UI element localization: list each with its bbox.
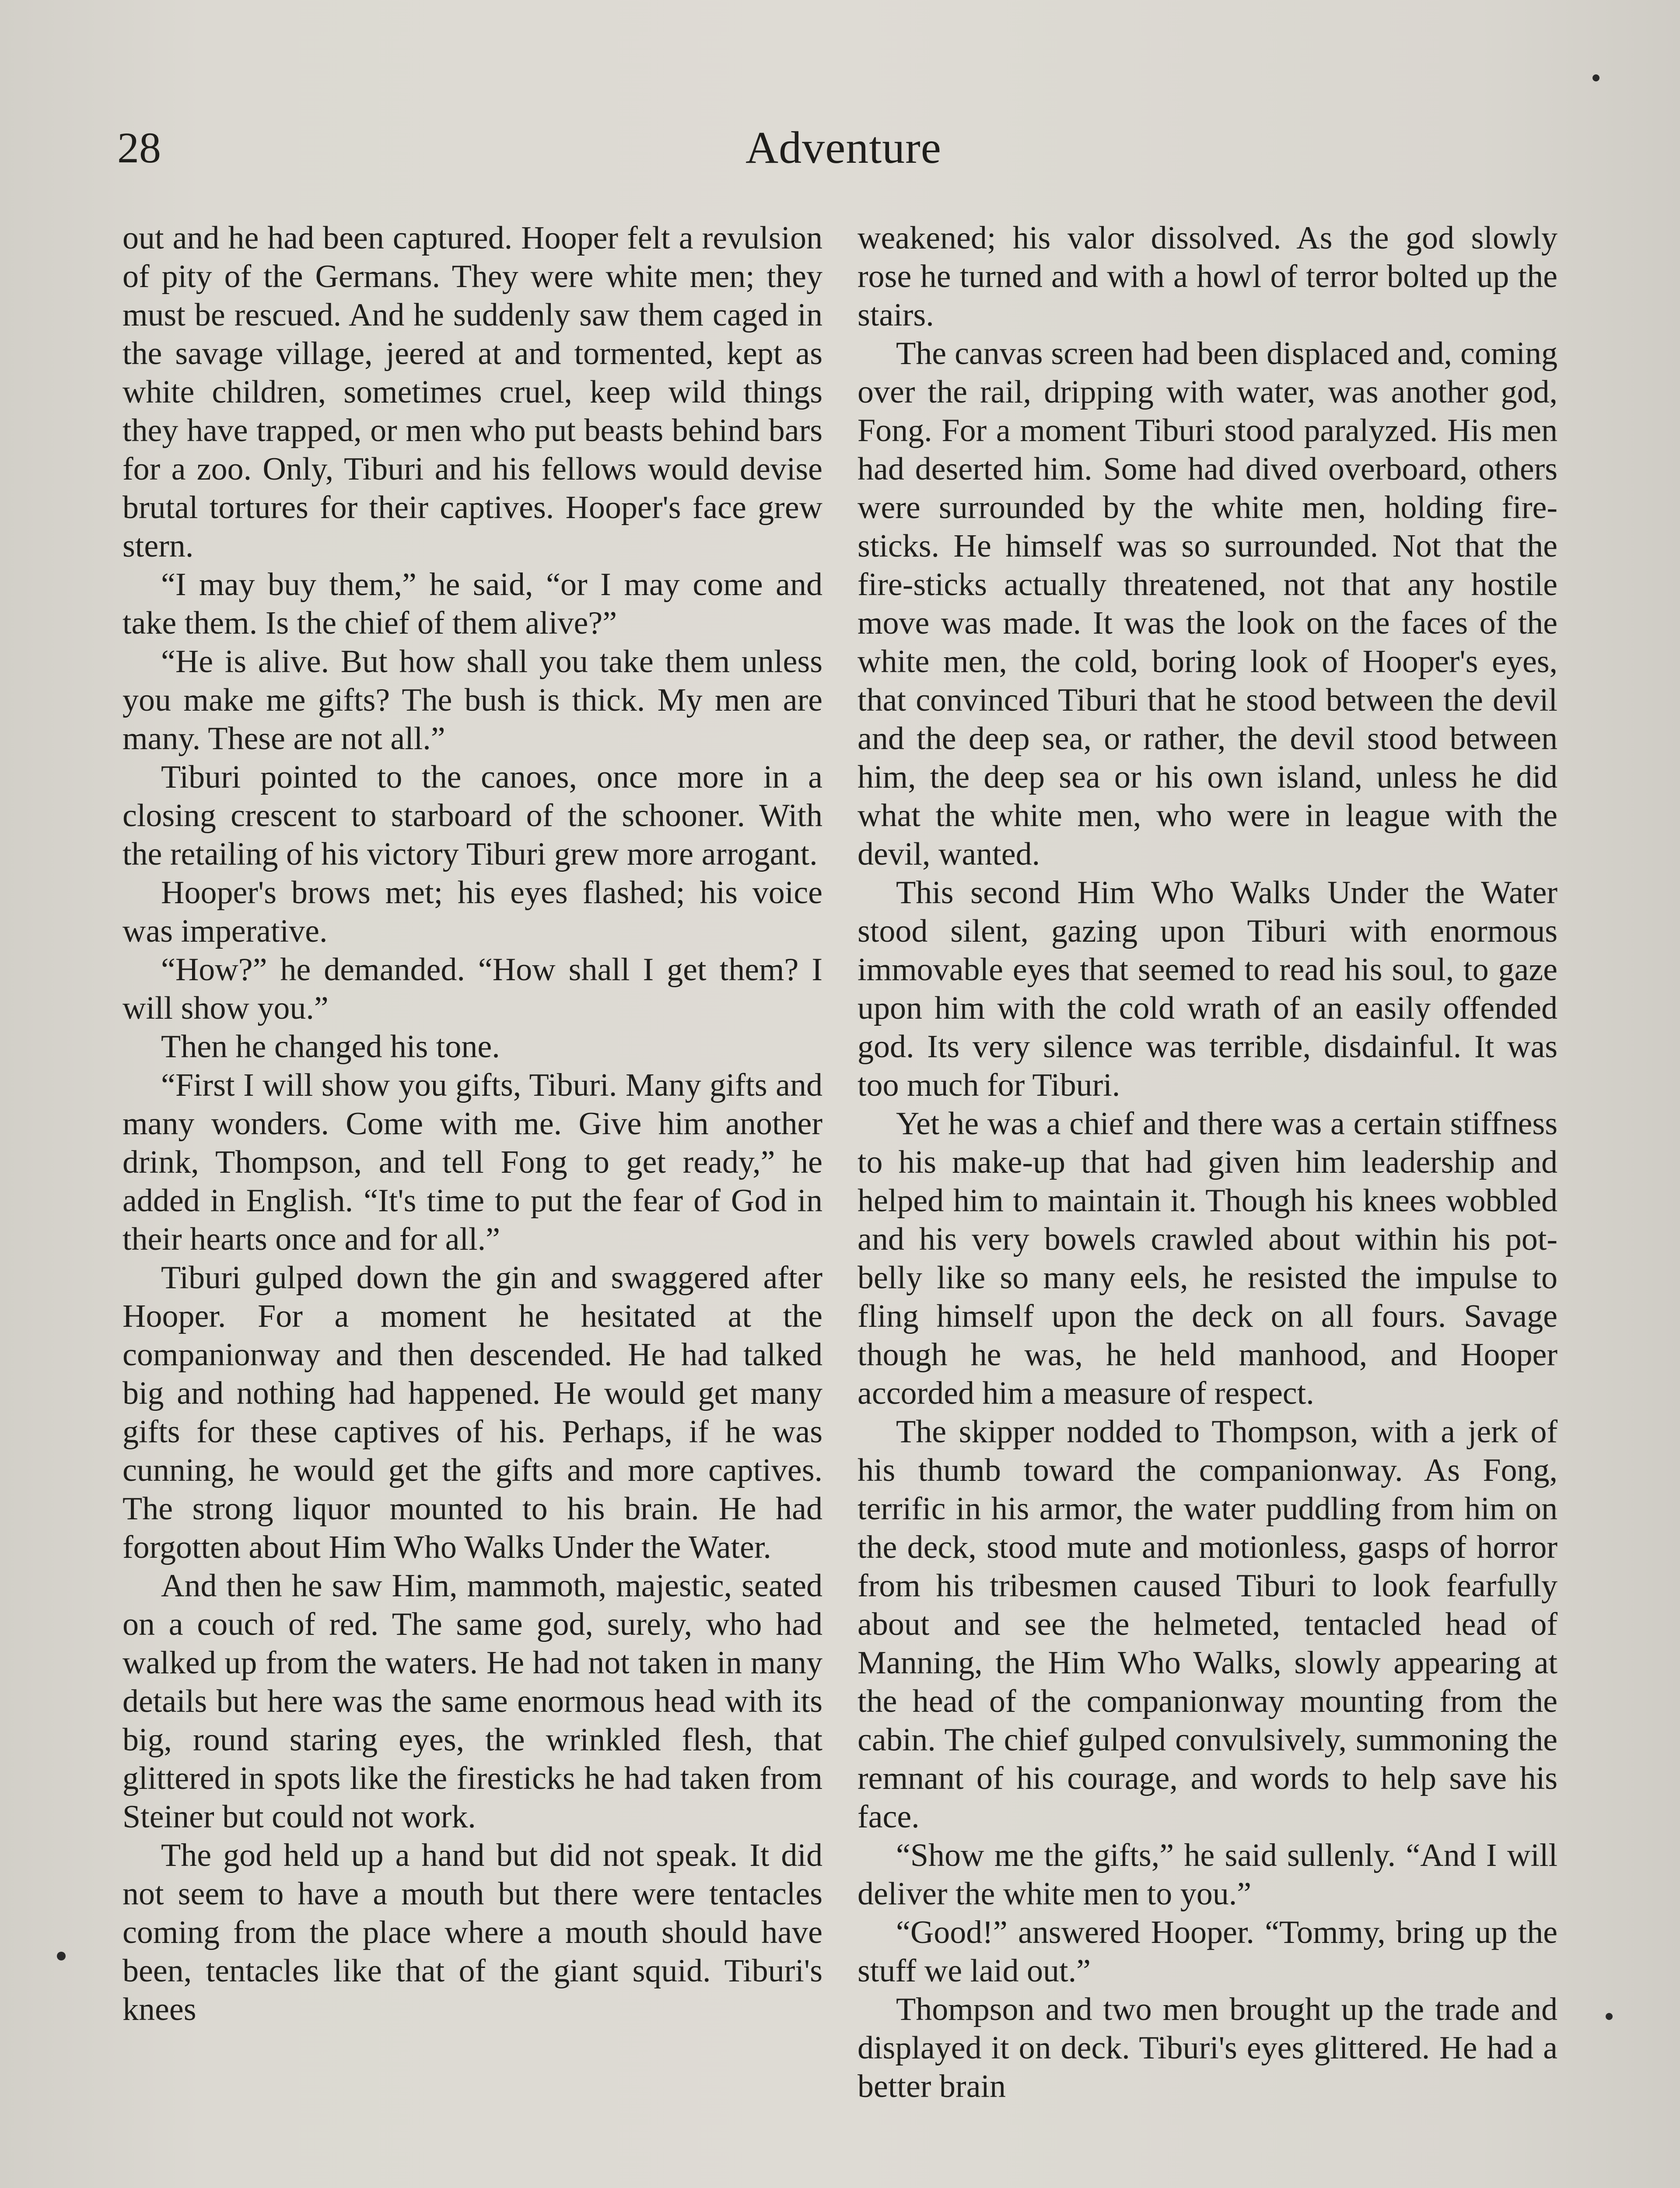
page-header bbox=[117, 117, 1570, 179]
paragraph: Hooper's brows met; his eyes flashed; his voice was imperative. bbox=[122, 875, 822, 949]
paragraph: “Good!” answered Hooper. “Tommy, bring up the stuff we laid out.” bbox=[858, 1914, 1558, 1989]
paper-speck bbox=[57, 1952, 66, 1960]
paragraph: weakened; his valor dissolved. As the god slowly rose he turned and with a howl of terror bolted up the stairs. bbox=[858, 220, 1558, 333]
right-column bbox=[858, 219, 1558, 2106]
paragraph: This second Him Who Walks Under the Water stood silent, gazing upon Tiburi with enormous immovable eyes that seemed to read his soul, to gaze upon him with the cold wrath of an easily offended god. Its very silence was terrible, disdainful. It was too much for Tiburi. bbox=[858, 875, 1558, 1103]
paragraph: Yet he was a chief and there was a certain stiffness to his make-up that had given him leadership and helped him to maintain it. Though his knees wobbled and his very bowels crawled about within his pot-belly like so many eels, he resisted the impulse to fling himself upon the deck on all fours. Savage though he was, he held manhood, and Hooper accorded him a measure of respect. bbox=[858, 1106, 1558, 1411]
paragraph: “He is alive. But how shall you take them unless you make me gifts? The bush is thick. My men are many. These are not all.” bbox=[122, 644, 822, 757]
paragraph: The canvas screen had been displaced and, coming over the rail, dripping with water, was another god, Fong. For a moment Tiburi stood paralyzed. His men had deserted him. Some had dived overboard, others were surrounded by the white men, holding fire-sticks. He himself was so surrounded. Not that the fire-sticks actually threatened, not that any hostile move was made. It was the look on the faces of the white men, the cold, boring look of Hooper's eyes, that convinced Tiburi that he stood between the devil and the deep sea, or rather, the devil stood between him, the deep sea or his own island, unless he did what the white men, who were in league with the devil, wanted. bbox=[858, 336, 1558, 872]
left-column bbox=[122, 219, 822, 2029]
paragraph: The skipper nodded to Thompson, with a jerk of his thumb toward the companionway. As Fong, terrific in his armor, the water puddling from him on the deck, stood mute and motionless, gasps of horror from his tribesmen caused Tiburi to look fearfully about and see the helmeted, tentacled head of Manning, the Him Who Walks, slowly appearing at the head of the companionway mounting from the cabin. The chief gulped convulsively, summoning the remnant of his courage, and words to help save his face. bbox=[858, 1414, 1558, 1835]
paper-speck bbox=[1606, 2013, 1613, 2020]
paragraph: Thompson and two men brought up the trade and displayed it on deck. Tiburi's eyes glittered. He had a better brain bbox=[858, 1992, 1558, 2104]
paragraph: “Show me the gifts,” he said sullenly. “And I will deliver the white men to you.” bbox=[858, 1837, 1558, 1912]
paragraph: Tiburi gulped down the gin and swaggered after Hooper. For a moment he hesitated at the companionway and then descended. He had talked big and nothing had happened. He would get many gifts for these captives of his. Perhaps, if he was cunning, he would get the gifts and more captives. The strong liquor mounted to his brain. He had forgotten about Him Who Walks Under the Water. bbox=[122, 1260, 822, 1565]
page-number: 28 bbox=[117, 123, 161, 172]
paragraph: The god held up a hand but did not speak. It did not seem to have a mouth but there were tentacles coming from the place where a mouth should have been, tentacles like that of the giant squid. Tiburi's knees bbox=[122, 1837, 822, 2027]
running-head-title: Adventure bbox=[746, 123, 942, 173]
paragraph: “I may buy them,” he said, “or I may come and take them. Is the chief of them alive?” bbox=[122, 567, 822, 641]
paragraph: And then he saw Him, mammoth, majestic, seated on a couch of red. The same god, surely, who had walked up from the waters. He had not taken in many details but here was the same enormous head with its big, round staring eyes, the wrinkled flesh, that glittered in spots like the firesticks he had taken from Steiner but could not work. bbox=[122, 1568, 822, 1835]
paragraph: Tiburi pointed to the canoes, once more in a closing crescent to starboard of the schooner. With the retailing of his victory Tiburi grew more arrogant. bbox=[122, 759, 822, 872]
paragraph: Then he changed his tone. bbox=[161, 1029, 500, 1065]
paragraph: “How?” he demanded. “How shall I get them? I will show you.” bbox=[122, 952, 822, 1026]
paragraph: out and he had been captured. Hooper felt a revulsion of pity of the Germans. They were white men; they must be rescued. And he suddenly saw them caged in the savage village, jeered at and tormented, kept as white children, sometimes cruel, keep wild things they have trapped, or men who put beasts behind bars for a zoo. Only, Tiburi and his fellows would devise brutal tortures for their captives. Hooper's face grew stern. bbox=[122, 220, 822, 564]
paper-speck bbox=[1592, 74, 1600, 81]
paragraph: “First I will show you gifts, Tiburi. Many gifts and many wonders. Come with me. Give him another drink, Thompson, and tell Fong to get ready,” he added in English. “It's time to put the fear of God in their hearts once and for all.” bbox=[122, 1067, 822, 1257]
